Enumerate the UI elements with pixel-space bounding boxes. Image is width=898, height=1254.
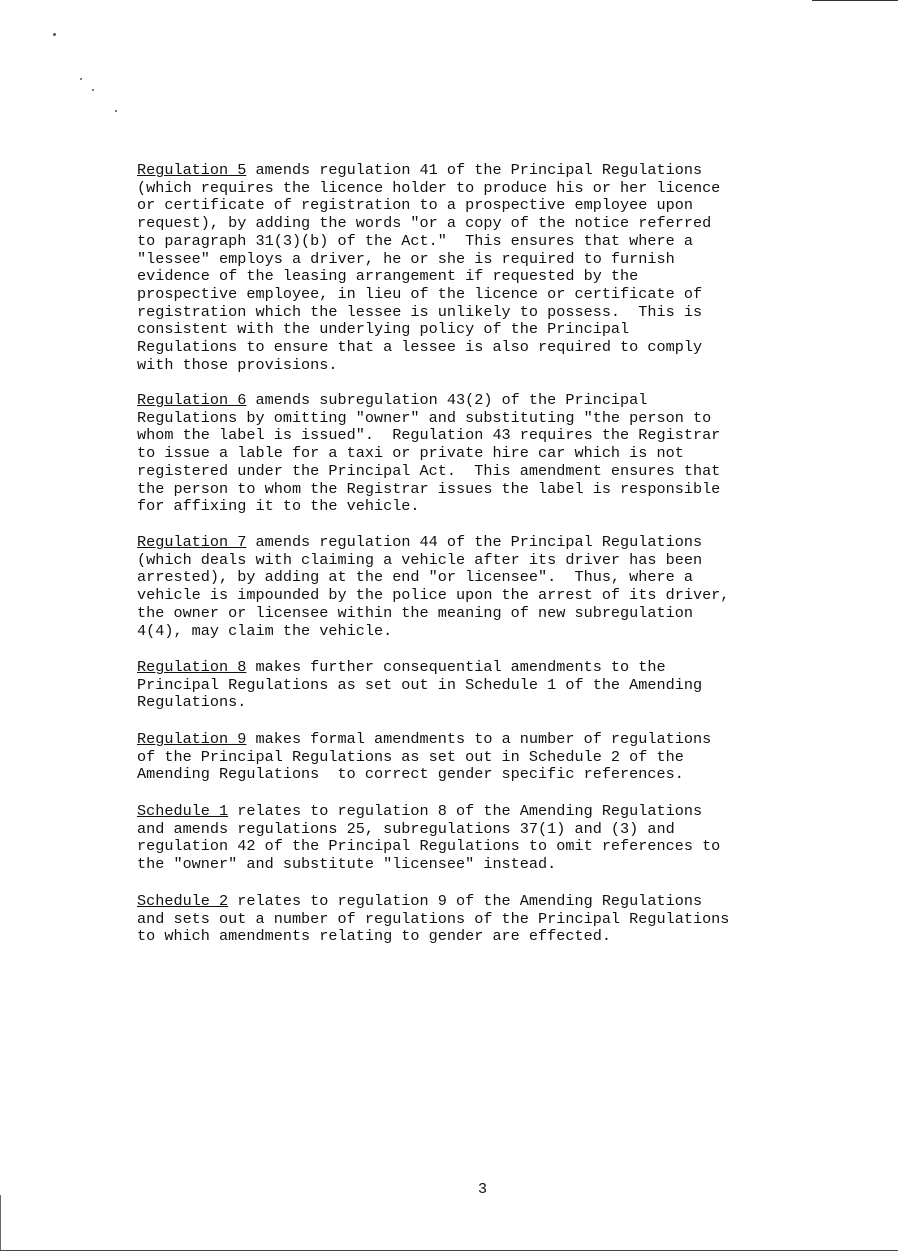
paragraph-regulation-6 <box>137 392 857 516</box>
paragraph-first-line: amends regulation 44 of the Principal Regulations <box>246 533 703 551</box>
paragraph-body: (which deals with claiming a vehicle after its driver has been arrested), by adding at the end "or licensee". Thus, where a vehicle is impounded by the police upon the arrest of its driver, the owner or licensee within the meaning of new subregulation 4(4), may claim the vehicle. <box>137 550 730 640</box>
paragraph-heading: Schedule 2 <box>137 892 229 910</box>
page-number: 3 <box>478 1181 488 1198</box>
scan-edge-line <box>812 0 898 1</box>
paragraph-first-line: amends regulation 41 of the Principal Regulations <box>246 161 703 179</box>
paragraph-body: and amends regulations 25, subregulations 37(1) and (3) and regulation 42 of the Principal Regulations to omit references to the "owner" and substitute "licensee" instead. <box>137 819 721 874</box>
paragraph-first-line: amends subregulation 43(2) of the Principal <box>246 391 648 409</box>
paragraph-body: Regulations by omitting "owner" and substituting "the person to whom the label is issued". Regulation 43 requires the Registrar to issue a lable for a taxi or private hire car which is not registered under the Principal Act. This amendment ensures that the person to whom the Registrar issues the label is responsible for affixing it to the vehicle. <box>137 408 721 516</box>
paragraph-body: Principal Regulations as set out in Schedule 1 of the Amending Regulations. <box>137 675 703 712</box>
paragraph-heading: Regulation 7 <box>137 533 247 551</box>
paragraph-regulation-7 <box>137 534 857 640</box>
scan-speck <box>92 89 94 91</box>
paragraph-heading: Regulation 5 <box>137 161 247 179</box>
scan-edge-line <box>0 1195 1 1250</box>
paragraph-body: of the Principal Regulations as set out in Schedule 2 of the Amending Regulations to correct gender specific references. <box>137 747 684 784</box>
paragraph-heading: Schedule 1 <box>137 802 229 820</box>
paragraph-first-line: relates to regulation 9 of the Amending Regulations <box>228 892 703 910</box>
paragraph-first-line: relates to regulation 8 of the Amending Regulations <box>228 802 703 820</box>
scan-speck <box>115 110 117 112</box>
paragraph-heading: Regulation 6 <box>137 391 247 409</box>
paragraph-body: and sets out a number of regulations of the Principal Regulations to which amendments relating to gender are effected. <box>137 909 730 946</box>
scan-speck <box>80 78 82 80</box>
scan-speck <box>53 33 56 36</box>
paragraph-regulation-5 <box>137 162 857 374</box>
paragraph-heading: Regulation 9 <box>137 730 247 748</box>
paragraph-first-line: makes further consequential amendments to the <box>246 658 666 676</box>
scan-edge-line <box>0 1250 898 1251</box>
paragraph-regulation-8 <box>137 659 857 712</box>
paragraph-schedule-2 <box>137 893 857 946</box>
paragraph-first-line: makes formal amendments to a number of regulations <box>246 730 712 748</box>
paragraph-regulation-9 <box>137 731 857 784</box>
paragraph-heading: Regulation 8 <box>137 658 247 676</box>
paragraph-schedule-1 <box>137 803 857 874</box>
paragraph-body: (which requires the licence holder to produce his or her licence or certificate of registration to a prospective employee upon request), by adding the words "or a copy of the notice referred to paragraph 31(3)(b) of the Act." This ensures that where a "lessee" employs a driver, he or she is required to furnish evidence of the leasing arrangement if requested by the prospective employee, in lieu of the licence or certificate of registration which the lessee is unlikely to possess. This is consistent with the underlying policy of the Principal Regulations to ensure that a lessee is also required to comply with those provisions. <box>137 178 721 374</box>
